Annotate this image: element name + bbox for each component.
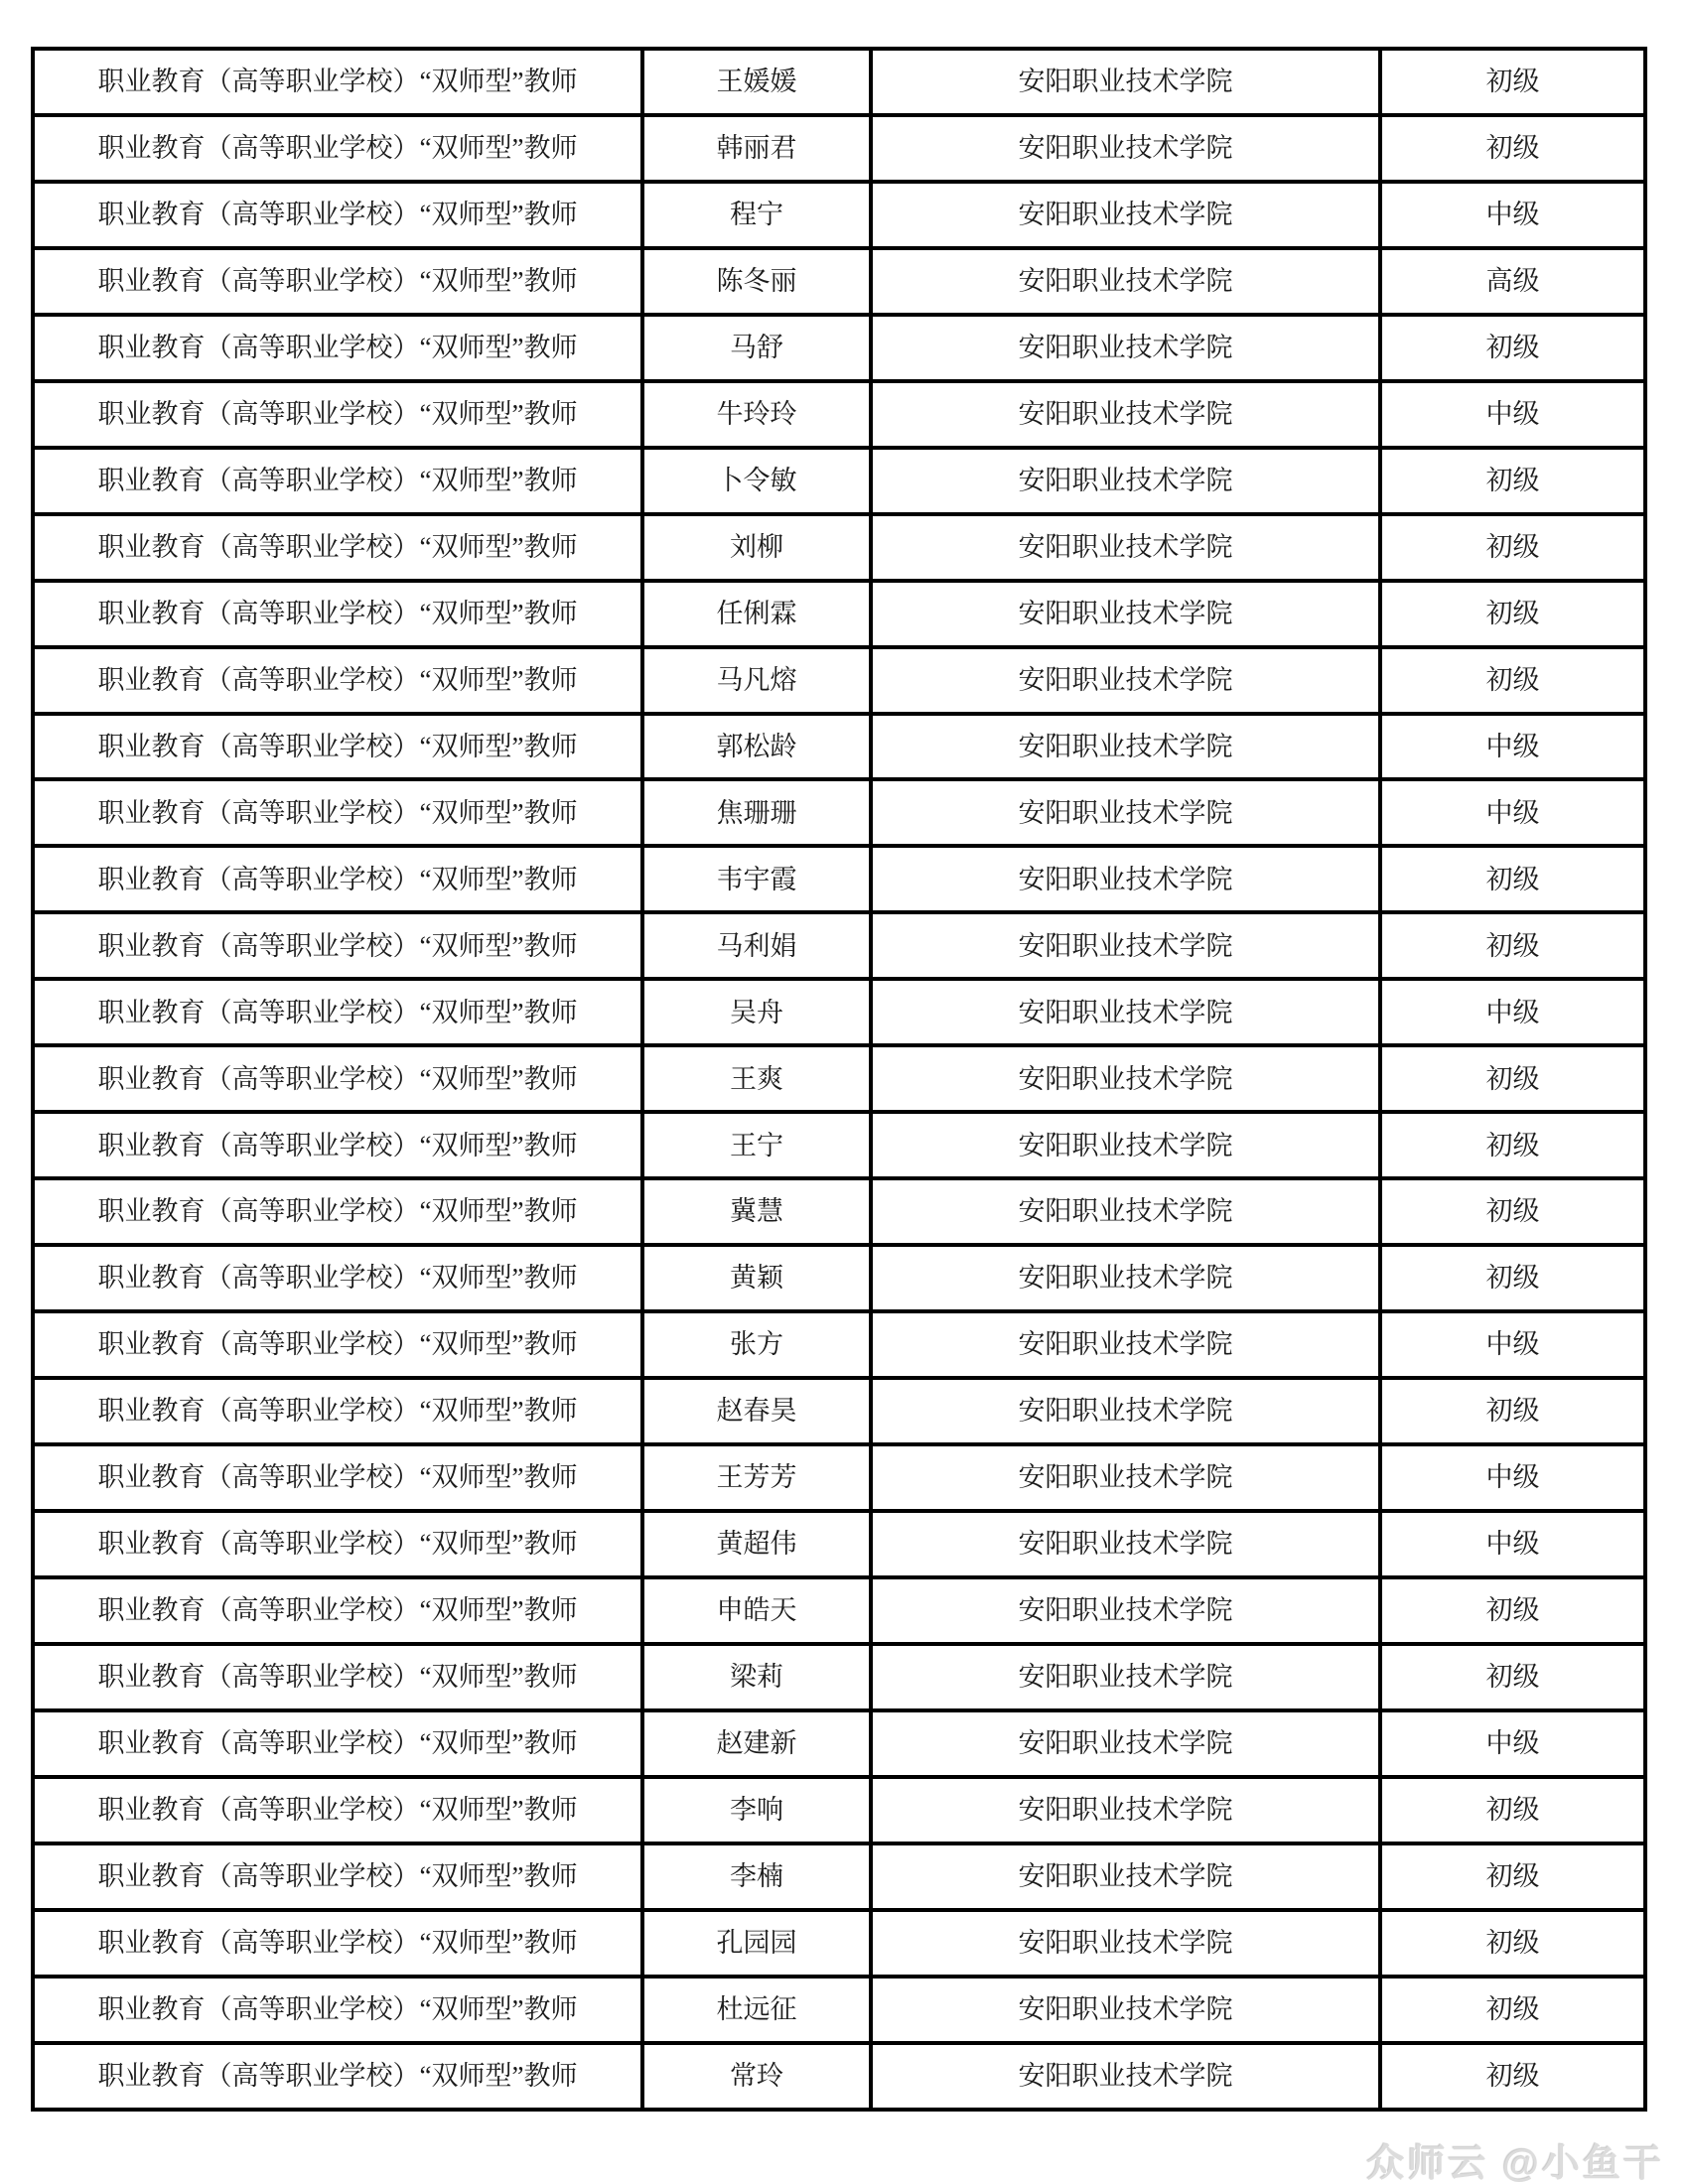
cell-school-name: 安阳职业技术学院 <box>871 1577 1380 1644</box>
table-row <box>33 448 1645 514</box>
cell-level: 初级 <box>1380 49 1645 115</box>
cell-teacher-name: 李响 <box>642 1777 871 1843</box>
cell-school-name: 安阳职业技术学院 <box>871 1777 1380 1843</box>
cell-school-name: 安阳职业技术学院 <box>871 1843 1380 1910</box>
cell-teacher-name: 韦宇霞 <box>642 846 871 912</box>
cell-level: 中级 <box>1380 1311 1645 1378</box>
table-row <box>33 581 1645 647</box>
cell-teacher-category: 职业教育（高等职业学校）“双师型”教师 <box>33 49 642 115</box>
table-row <box>33 1112 1645 1178</box>
table-row <box>33 514 1645 581</box>
cell-school-name: 安阳职业技术学院 <box>871 1178 1380 1245</box>
cell-level: 初级 <box>1380 846 1645 912</box>
cell-teacher-category: 职业教育（高等职业学校）“双师型”教师 <box>33 1245 642 1311</box>
cell-school-name: 安阳职业技术学院 <box>871 714 1380 780</box>
cell-level: 初级 <box>1380 2043 1645 2110</box>
cell-teacher-category: 职业教育（高等职业学校）“双师型”教师 <box>33 1710 642 1777</box>
cell-level: 初级 <box>1380 581 1645 647</box>
cell-teacher-category: 职业教育（高等职业学校）“双师型”教师 <box>33 1977 642 2043</box>
cell-teacher-name: 郭松龄 <box>642 714 871 780</box>
cell-teacher-name: 王芳芳 <box>642 1444 871 1511</box>
cell-teacher-name: 赵春昊 <box>642 1378 871 1444</box>
cell-teacher-category: 职业教育（高等职业学校）“双师型”教师 <box>33 1178 642 1245</box>
cell-teacher-name: 梁莉 <box>642 1644 871 1710</box>
cell-school-name: 安阳职业技术学院 <box>871 1710 1380 1777</box>
table-row <box>33 1577 1645 1644</box>
table-row <box>33 248 1645 315</box>
cell-teacher-category: 职业教育（高等职业学校）“双师型”教师 <box>33 448 642 514</box>
cell-school-name: 安阳职业技术学院 <box>871 779 1380 846</box>
cell-teacher-name: 王宁 <box>642 1112 871 1178</box>
cell-teacher-category: 职业教育（高等职业学校）“双师型”教师 <box>33 846 642 912</box>
cell-teacher-category: 职业教育（高等职业学校）“双师型”教师 <box>33 714 642 780</box>
cell-level: 初级 <box>1380 448 1645 514</box>
cell-level: 初级 <box>1380 1644 1645 1710</box>
table-row <box>33 115 1645 182</box>
cell-teacher-name: 程宁 <box>642 182 871 248</box>
cell-teacher-category: 职业教育（高等职业学校）“双师型”教师 <box>33 1311 642 1378</box>
cell-teacher-category: 职业教育（高等职业学校）“双师型”教师 <box>33 1378 642 1444</box>
cell-school-name: 安阳职业技术学院 <box>871 1045 1380 1112</box>
table-row <box>33 182 1645 248</box>
table-row <box>33 1644 1645 1710</box>
cell-teacher-category: 职业教育（高等职业学校）“双师型”教师 <box>33 1444 642 1511</box>
cell-teacher-category: 职业教育（高等职业学校）“双师型”教师 <box>33 1843 642 1910</box>
cell-school-name: 安阳职业技术学院 <box>871 1112 1380 1178</box>
cell-teacher-category: 职业教育（高等职业学校）“双师型”教师 <box>33 1511 642 1577</box>
cell-teacher-name: 赵建新 <box>642 1710 871 1777</box>
cell-level: 中级 <box>1380 182 1645 248</box>
cell-school-name: 安阳职业技术学院 <box>871 248 1380 315</box>
cell-level: 高级 <box>1380 248 1645 315</box>
cell-teacher-name: 马利娟 <box>642 912 871 979</box>
cell-school-name: 安阳职业技术学院 <box>871 2043 1380 2110</box>
cell-teacher-name: 卜令敏 <box>642 448 871 514</box>
cell-level: 初级 <box>1380 1577 1645 1644</box>
cell-level: 初级 <box>1380 1977 1645 2043</box>
cell-school-name: 安阳职业技术学院 <box>871 1977 1380 2043</box>
cell-school-name: 安阳职业技术学院 <box>871 912 1380 979</box>
cell-teacher-name: 马凡熔 <box>642 647 871 714</box>
cell-teacher-name: 黄颖 <box>642 1245 871 1311</box>
table-row <box>33 381 1645 448</box>
cell-level: 初级 <box>1380 1112 1645 1178</box>
table-row <box>33 1378 1645 1444</box>
cell-school-name: 安阳职业技术学院 <box>871 1910 1380 1977</box>
cell-teacher-name: 焦珊珊 <box>642 779 871 846</box>
cell-level: 初级 <box>1380 315 1645 381</box>
cell-level: 初级 <box>1380 1245 1645 1311</box>
table-row <box>33 1710 1645 1777</box>
cell-teacher-category: 职业教育（高等职业学校）“双师型”教师 <box>33 182 642 248</box>
cell-teacher-category: 职业教育（高等职业学校）“双师型”教师 <box>33 912 642 979</box>
cell-level: 中级 <box>1380 1710 1645 1777</box>
cell-level: 初级 <box>1380 912 1645 979</box>
cell-level: 中级 <box>1380 1511 1645 1577</box>
cell-teacher-category: 职业教育（高等职业学校）“双师型”教师 <box>33 779 642 846</box>
cell-teacher-name: 王媛媛 <box>642 49 871 115</box>
cell-school-name: 安阳职业技术学院 <box>871 581 1380 647</box>
table-row <box>33 1245 1645 1311</box>
table-row <box>33 647 1645 714</box>
cell-teacher-name: 常玲 <box>642 2043 871 2110</box>
cell-school-name: 安阳职业技术学院 <box>871 49 1380 115</box>
cell-school-name: 安阳职业技术学院 <box>871 979 1380 1045</box>
cell-school-name: 安阳职业技术学院 <box>871 1245 1380 1311</box>
cell-teacher-category: 职业教育（高等职业学校）“双师型”教师 <box>33 2043 642 2110</box>
watermark: 众师云 @小鱼干 <box>1366 2143 1664 2184</box>
table-row <box>33 779 1645 846</box>
cell-teacher-name: 马舒 <box>642 315 871 381</box>
table-row <box>33 1311 1645 1378</box>
cell-level: 中级 <box>1380 779 1645 846</box>
cell-teacher-name: 杜远征 <box>642 1977 871 2043</box>
cell-teacher-name: 王爽 <box>642 1045 871 1112</box>
table-row <box>33 979 1645 1045</box>
cell-level: 初级 <box>1380 1378 1645 1444</box>
table-row <box>33 912 1645 979</box>
cell-school-name: 安阳职业技术学院 <box>871 1444 1380 1511</box>
cell-school-name: 安阳职业技术学院 <box>871 1511 1380 1577</box>
cell-level: 初级 <box>1380 1843 1645 1910</box>
cell-school-name: 安阳职业技术学院 <box>871 1644 1380 1710</box>
cell-level: 中级 <box>1380 714 1645 780</box>
cell-teacher-category: 职业教育（高等职业学校）“双师型”教师 <box>33 1777 642 1843</box>
table-row <box>33 1910 1645 1977</box>
table-row <box>33 1777 1645 1843</box>
cell-teacher-name: 李楠 <box>642 1843 871 1910</box>
cell-teacher-category: 职业教育（高等职业学校）“双师型”教师 <box>33 1644 642 1710</box>
cell-teacher-name: 陈冬丽 <box>642 248 871 315</box>
cell-teacher-name: 吴舟 <box>642 979 871 1045</box>
cell-teacher-name: 刘柳 <box>642 514 871 581</box>
cell-school-name: 安阳职业技术学院 <box>871 115 1380 182</box>
cell-teacher-category: 职业教育（高等职业学校）“双师型”教师 <box>33 1910 642 1977</box>
cell-level: 初级 <box>1380 1777 1645 1843</box>
table-row <box>33 1511 1645 1577</box>
cell-level: 初级 <box>1380 1910 1645 1977</box>
cell-teacher-name: 韩丽君 <box>642 115 871 182</box>
cell-school-name: 安阳职业技术学院 <box>871 448 1380 514</box>
cell-teacher-name: 申皓天 <box>642 1577 871 1644</box>
teacher-qualification-table <box>31 47 1647 2112</box>
cell-level: 中级 <box>1380 381 1645 448</box>
cell-teacher-name: 黄超伟 <box>642 1511 871 1577</box>
cell-teacher-name: 孔园园 <box>642 1910 871 1977</box>
table-row <box>33 1178 1645 1245</box>
cell-teacher-category: 职业教育（高等职业学校）“双师型”教师 <box>33 315 642 381</box>
table-row <box>33 2043 1645 2110</box>
cell-level: 初级 <box>1380 115 1645 182</box>
cell-school-name: 安阳职业技术学院 <box>871 1311 1380 1378</box>
cell-teacher-name: 冀慧 <box>642 1178 871 1245</box>
cell-level: 中级 <box>1380 979 1645 1045</box>
cell-level: 中级 <box>1380 1444 1645 1511</box>
cell-teacher-name: 牛玲玲 <box>642 381 871 448</box>
table-row <box>33 315 1645 381</box>
table-row <box>33 49 1645 115</box>
cell-level: 初级 <box>1380 1178 1645 1245</box>
cell-teacher-category: 职业教育（高等职业学校）“双师型”教师 <box>33 115 642 182</box>
cell-school-name: 安阳职业技术学院 <box>871 315 1380 381</box>
table-row <box>33 1843 1645 1910</box>
cell-school-name: 安阳职业技术学院 <box>871 647 1380 714</box>
cell-level: 初级 <box>1380 514 1645 581</box>
cell-level: 初级 <box>1380 1045 1645 1112</box>
cell-school-name: 安阳职业技术学院 <box>871 1378 1380 1444</box>
cell-teacher-category: 职业教育（高等职业学校）“双师型”教师 <box>33 979 642 1045</box>
cell-teacher-category: 职业教育（高等职业学校）“双师型”教师 <box>33 1112 642 1178</box>
cell-teacher-category: 职业教育（高等职业学校）“双师型”教师 <box>33 1577 642 1644</box>
cell-teacher-category: 职业教育（高等职业学校）“双师型”教师 <box>33 514 642 581</box>
cell-teacher-category: 职业教育（高等职业学校）“双师型”教师 <box>33 1045 642 1112</box>
table-row <box>33 1977 1645 2043</box>
table-row <box>33 1045 1645 1112</box>
cell-teacher-category: 职业教育（高等职业学校）“双师型”教师 <box>33 647 642 714</box>
cell-teacher-name: 张方 <box>642 1311 871 1378</box>
cell-teacher-category: 职业教育（高等职业学校）“双师型”教师 <box>33 248 642 315</box>
cell-teacher-category: 职业教育（高等职业学校）“双师型”教师 <box>33 581 642 647</box>
teacher-table-body <box>33 49 1645 2110</box>
cell-school-name: 安阳职业技术学院 <box>871 381 1380 448</box>
cell-level: 初级 <box>1380 647 1645 714</box>
table-row <box>33 1444 1645 1511</box>
table-row <box>33 714 1645 780</box>
cell-school-name: 安阳职业技术学院 <box>871 846 1380 912</box>
table-row <box>33 846 1645 912</box>
cell-teacher-name: 任俐霖 <box>642 581 871 647</box>
cell-school-name: 安阳职业技术学院 <box>871 182 1380 248</box>
cell-teacher-category: 职业教育（高等职业学校）“双师型”教师 <box>33 381 642 448</box>
cell-school-name: 安阳职业技术学院 <box>871 514 1380 581</box>
